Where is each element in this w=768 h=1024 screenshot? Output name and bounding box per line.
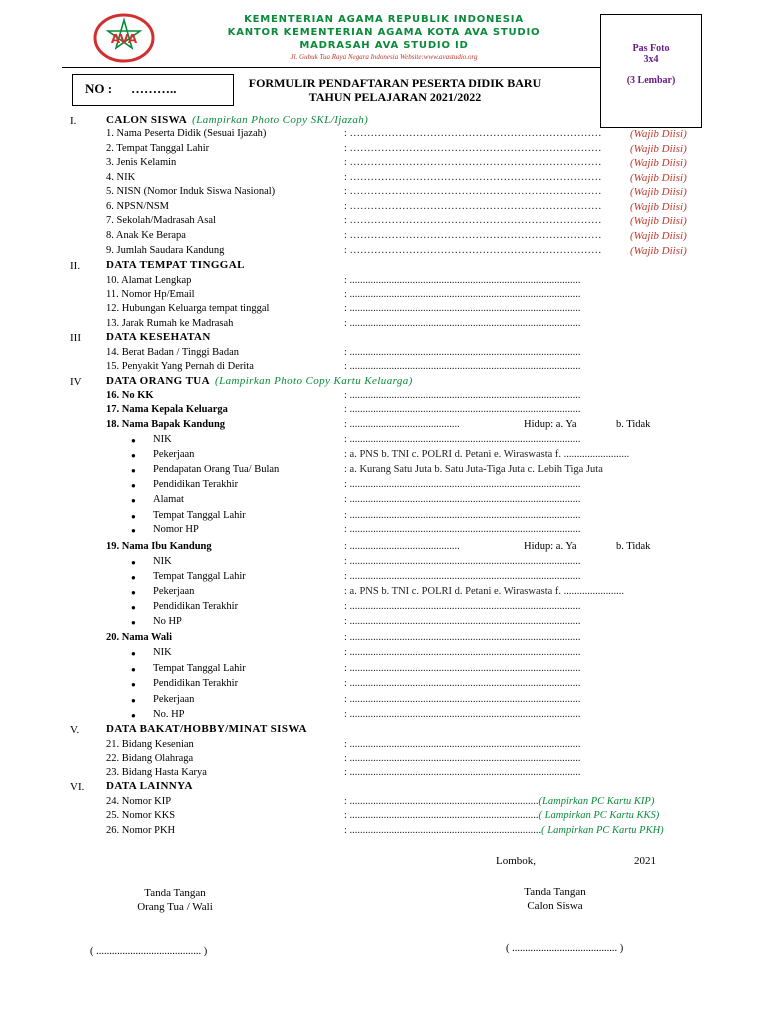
tinggal-field-10-label: 10. Alamat Lengkap [106,275,192,286]
section-bakat-title-text: DATA BAKAT/HOBBY/MINAT SISWA [106,723,307,735]
wali-item-5-input[interactable]: : ........................................................................................ [344,709,581,720]
section-orang-tua-title [106,375,413,387]
bakat-field-23-input[interactable]: : ........................................................................................ [344,767,581,778]
bapak-item-5-input[interactable]: : ........................................................................................ [344,494,581,505]
address: Jl. Gubuk Tua Raya Negara Indonesia Website:www.avastudio.org [290,53,478,61]
section-calon-siswa-number: I. [70,115,77,127]
wali-item-4-input[interactable]: : ........................................................................................ [344,694,581,705]
lainnya-field-25-input[interactable] [344,810,659,821]
section-lainnya-number: VI. [70,781,85,793]
bapak-item-6-bullet: ● [131,512,136,521]
year: 2021 [634,855,656,867]
wali-item-1-input[interactable]: : ........................................................................................ [344,647,581,658]
section-tempat-tinggal-title [106,259,245,271]
photo-box [600,14,702,128]
kesehatan-field-15-input[interactable]: : ........................................................................................ [344,361,581,372]
lainnya-field-24-input[interactable] [344,796,654,807]
no-value: ……….. [131,81,177,96]
sig-student-title: Tanda Tangan [524,886,586,898]
tinggal-field-12-input[interactable]: : ........................................................................................ [344,303,581,314]
section-kesehatan-title-text: DATA KESEHATAN [106,331,211,343]
bakat-field-21-label: 21. Bidang Kesenian [106,739,194,750]
bapak-item-7-bullet: ● [131,526,136,535]
form-title: FORMULIR PENDAFTARAN PESERTA DIDIK BARU [248,76,542,90]
lainnya-field-24-note: (Lampirkan PC Kartu KIP) [538,796,655,807]
madrasah-name: MADRASAH AVA STUDIO ID [299,40,469,51]
ibu-item-2-label: Tempat Tanggal Lahir [153,571,246,582]
calon-field-8-required: (Wajib Diisi) [630,230,687,242]
bapak-item-4-bullet: ● [131,481,136,490]
section-orang-tua-number: IV [70,376,82,388]
no-box[interactable] [72,74,234,106]
wali-item-1-label: NIK [153,647,172,658]
calon-field-1-label: 1. Nama Peserta Didik (Sesuai Ijazah) [106,128,267,139]
section-tempat-tinggal-title-text: DATA TEMPAT TINGGAL [106,259,245,271]
ibu-label: 19. Nama Ibu Kandung [106,541,212,552]
ibu-item-2-input[interactable]: : ........................................................................................ [344,571,581,582]
calon-field-9-label: 9. Jumlah Saudara Kandung [106,245,225,256]
calon-field-5-required: (Wajib Diisi) [630,186,687,198]
bakat-field-21-input[interactable]: : ........................................................................................ [344,739,581,750]
no-kk-label: 16. No KK [106,390,154,401]
bapak-item-7-label: Nomor HP [153,524,199,535]
calon-field-8-input[interactable]: : ……………………………………………………………… [344,230,602,241]
calon-field-5-input[interactable]: : ……………………………………………………………… [344,186,602,197]
ibu-item-1-bullet: ● [131,558,136,567]
section-tempat-tinggal-number: II. [70,260,81,272]
sig-parent-title: Tanda Tangan [144,887,206,899]
calon-field-1-input[interactable]: : ……………………………………………………………… [344,128,602,139]
no-label: NO : [85,81,113,96]
kesehatan-field-15-label: 15. Penyakit Yang Pernah di Derita [106,361,254,372]
place: Lombok, [496,855,537,867]
photo-count: (3 Lembar) [626,75,676,86]
kesehatan-field-14-label: 14. Berat Badan / Tinggi Badan [106,347,239,358]
calon-field-9-input[interactable]: : ……………………………………………………………… [344,245,602,256]
lainnya-field-25-note: ( Lampirkan PC Kartu KKS) [538,810,660,821]
calon-field-4-input[interactable]: : ……………………………………………………………… [344,172,602,183]
sig-parent-role: Orang Tua / Wali [137,901,213,913]
sig-student-line[interactable]: ( ........................................ ) [506,943,624,954]
section-bakat-title [106,723,307,735]
ibu-hidup[interactable]: Hidup: a. Ya [524,541,577,552]
tinggal-field-11-label: 11. Nomor Hp/Email [106,289,195,300]
ministry-name: KEMENTERIAN AGAMA REPUBLIK INDONESIA [244,14,524,25]
calon-field-6-required: (Wajib Diisi) [630,201,687,213]
bapak-item-5-bullet: ● [131,496,136,505]
wali-item-3-label: Pendidikan Terakhir [153,678,239,689]
ibu-item-1-input[interactable]: : ........................................................................................ [344,556,581,567]
calon-field-5-label: 5. NISN (Nomor Induk Siswa Nasional) [106,186,276,197]
section-lainnya-title-text: DATA LAINNYA [106,780,193,792]
bapak-item-6-input[interactable]: : ........................................................................................ [344,510,581,521]
wali-item-2-label: Tempat Tanggal Lahir [153,663,246,674]
calon-field-7-required: (Wajib Diisi) [630,215,687,227]
wali-label: 20. Nama Wali [106,632,173,643]
lainnya-field-25-dots[interactable]: : ........................................................................ [344,810,539,821]
section-kesehatan-number: III [70,332,81,344]
calon-field-1-required: (Wajib Diisi) [630,128,687,140]
bakat-field-22-label: 22. Bidang Olahraga [106,753,194,764]
kesehatan-field-14-input[interactable]: : ........................................................................................ [344,347,581,358]
kepala-keluarga-label: 17. Nama Kepala Keluarga [106,404,228,415]
section-calon-siswa-title [106,114,368,126]
section-orang-tua-title-text: DATA ORANG TUA [106,375,210,387]
bakat-field-23-label: 23. Bidang Hasta Karya [106,767,207,778]
calon-field-6-label: 6. NPSN/NSM [106,201,170,212]
calon-field-8-label: 8. Anak Ke Berapa [106,230,186,241]
bapak-item-2-label: Pekerjaan [153,449,195,460]
ibu-item-3-label: Pekerjaan [153,586,195,597]
bapak-item-5-label: Alamat [153,494,184,505]
bapak-item-1-bullet: ● [131,436,136,445]
section-orang-tua-note: (Lampirkan Photo Copy Kartu Keluarga) [215,375,413,387]
calon-field-3-input[interactable]: : ……………………………………………………………… [344,157,602,168]
office-name: KANTOR KEMENTERIAN AGAMA KOTA AVA STUDIO [227,27,541,38]
ibu-item-3-input[interactable]: : a. PNS b. TNI c. POLRI d. Petani e. Wiraswasta f. ....................... [344,586,625,597]
bapak-label: 18. Nama Bapak Kandung [106,419,226,430]
bapak-item-2-input[interactable]: : a. PNS b. TNI c. POLRI d. Petani e. Wiraswasta f. ......................... [344,449,630,460]
lainnya-field-26-label: 26. Nomor PKH [106,825,176,836]
ibu-item-5-bullet: ● [131,618,136,627]
bapak-item-3-label: Pendapatan Orang Tua/ Bulan [153,464,280,475]
sig-parent-line[interactable]: ( ........................................ ) [90,946,208,957]
kepala-keluarga-input[interactable]: : ........................................................................................ [344,404,581,415]
photo-label: Pas Foto [632,43,670,54]
bapak-item-3-input[interactable]: : a. Kurang Satu Juta b. Satu Juta-Tiga Juta c. Lebih Tiga Juta [344,464,603,475]
lainnya-field-24-label: 24. Nomor KIP [106,796,172,807]
ibu-input[interactable]: : .......................................... [344,541,460,552]
calon-field-7-input[interactable]: : ……………………………………………………………… [344,215,602,226]
bapak-item-1-input[interactable]: : ........................................................................................ [344,434,581,445]
bapak-hidup[interactable]: Hidup: a. Ya [524,419,577,430]
ibu-item-3-bullet: ● [131,588,136,597]
bapak-item-7-input[interactable]: : ........................................................................................ [344,524,581,535]
calon-field-4-label: 4. NIK [106,172,136,183]
ibu-tidak[interactable]: b. Tidak [616,541,651,552]
wali-item-3-bullet: ● [131,680,136,689]
calon-field-2-input[interactable]: : ……………………………………………………………… [344,143,602,154]
bapak-item-1-label: NIK [153,434,172,445]
ibu-item-5-input[interactable]: : ........................................................................................ [344,616,581,627]
tinggal-field-13-label: 13. Jarak Rumah ke Madrasah [106,318,234,329]
calon-field-9-required: (Wajib Diisi) [630,245,687,257]
wali-item-5-label: No. HP [153,709,185,720]
header-rule [62,67,600,68]
calon-field-7-label: 7. Sekolah/Madrasah Asal [106,215,216,226]
bapak-item-3-bullet: ● [131,466,136,475]
wali-item-2-input[interactable]: : ........................................................................................ [344,663,581,674]
tinggal-field-13-input[interactable]: : ........................................................................................ [344,318,581,329]
calon-field-3-label: 3. Jenis Kelamin [106,157,177,168]
ibu-item-5-label: No HP [153,616,182,627]
tinggal-field-12-label: 12. Hubungan Keluarga tempat tinggal [106,303,270,314]
lainnya-field-26-input[interactable] [344,825,664,836]
wali-item-2-bullet: ● [131,665,136,674]
lainnya-field-26-note: ( Lampirkan PC Kartu PKH) [541,825,664,836]
section-lainnya-title [106,780,193,792]
section-kesehatan-title [106,331,211,343]
wali-input[interactable]: : ........................................................................................ [344,632,581,643]
ibu-item-4-input[interactable]: : ........................................................................................ [344,601,581,612]
ibu-item-2-bullet: ● [131,573,136,582]
lainnya-field-25-label: 25. Nomor KKS [106,810,176,821]
calon-field-2-required: (Wajib Diisi) [630,143,687,155]
calon-field-2-label: 2. Tempat Tanggal Lahir [106,143,210,154]
calon-field-3-required: (Wajib Diisi) [630,157,687,169]
wali-item-4-label: Pekerjaan [153,694,195,705]
bakat-field-22-input[interactable]: : ........................................................................................ [344,753,581,764]
wali-item-3-input[interactable]: : ........................................................................................ [344,678,581,689]
ibu-item-4-bullet: ● [131,603,136,612]
sig-student-role: Calon Siswa [527,900,583,912]
section-calon-siswa-title-text: CALON SISWA [106,114,188,126]
section-bakat-number: V. [70,724,80,736]
bapak-item-4-label: Pendidikan Terakhir [153,479,239,490]
calon-field-4-required: (Wajib Diisi) [630,172,687,184]
photo-size: 3x4 [643,54,659,65]
wali-item-5-bullet: ● [131,711,136,720]
bapak-item-6-label: Tempat Tanggal Lahir [153,510,246,521]
bapak-input[interactable]: : .......................................... [344,419,460,430]
tinggal-field-10-input[interactable]: : ........................................................................................ [344,275,581,286]
bapak-item-2-bullet: ● [131,451,136,460]
no-kk-input[interactable]: : ........................................................................................ [344,390,581,401]
ibu-item-1-label: NIK [153,556,172,567]
bapak-tidak[interactable]: b. Tidak [616,419,651,430]
calon-field-6-input[interactable]: : ……………………………………………………………… [344,201,602,212]
wali-item-1-bullet: ● [131,649,136,658]
bapak-item-4-input[interactable]: : ........................................................................................ [344,479,581,490]
ibu-item-4-label: Pendidikan Terakhir [153,601,239,612]
wali-item-4-bullet: ● [131,696,136,705]
section-calon-siswa-note: (Lampirkan Photo Copy SKL/Ijazah) [192,114,369,126]
lainnya-field-24-dots[interactable]: : ........................................................................ [344,796,539,807]
lainnya-field-26-dots[interactable]: : ......................................................................... [344,825,542,836]
svg-text:AVA: AVA [110,32,138,46]
tinggal-field-11-input[interactable]: : ........................................................................................ [344,289,581,300]
form-year: TAHUN PELAJARAN 2021/2022 [308,90,482,104]
